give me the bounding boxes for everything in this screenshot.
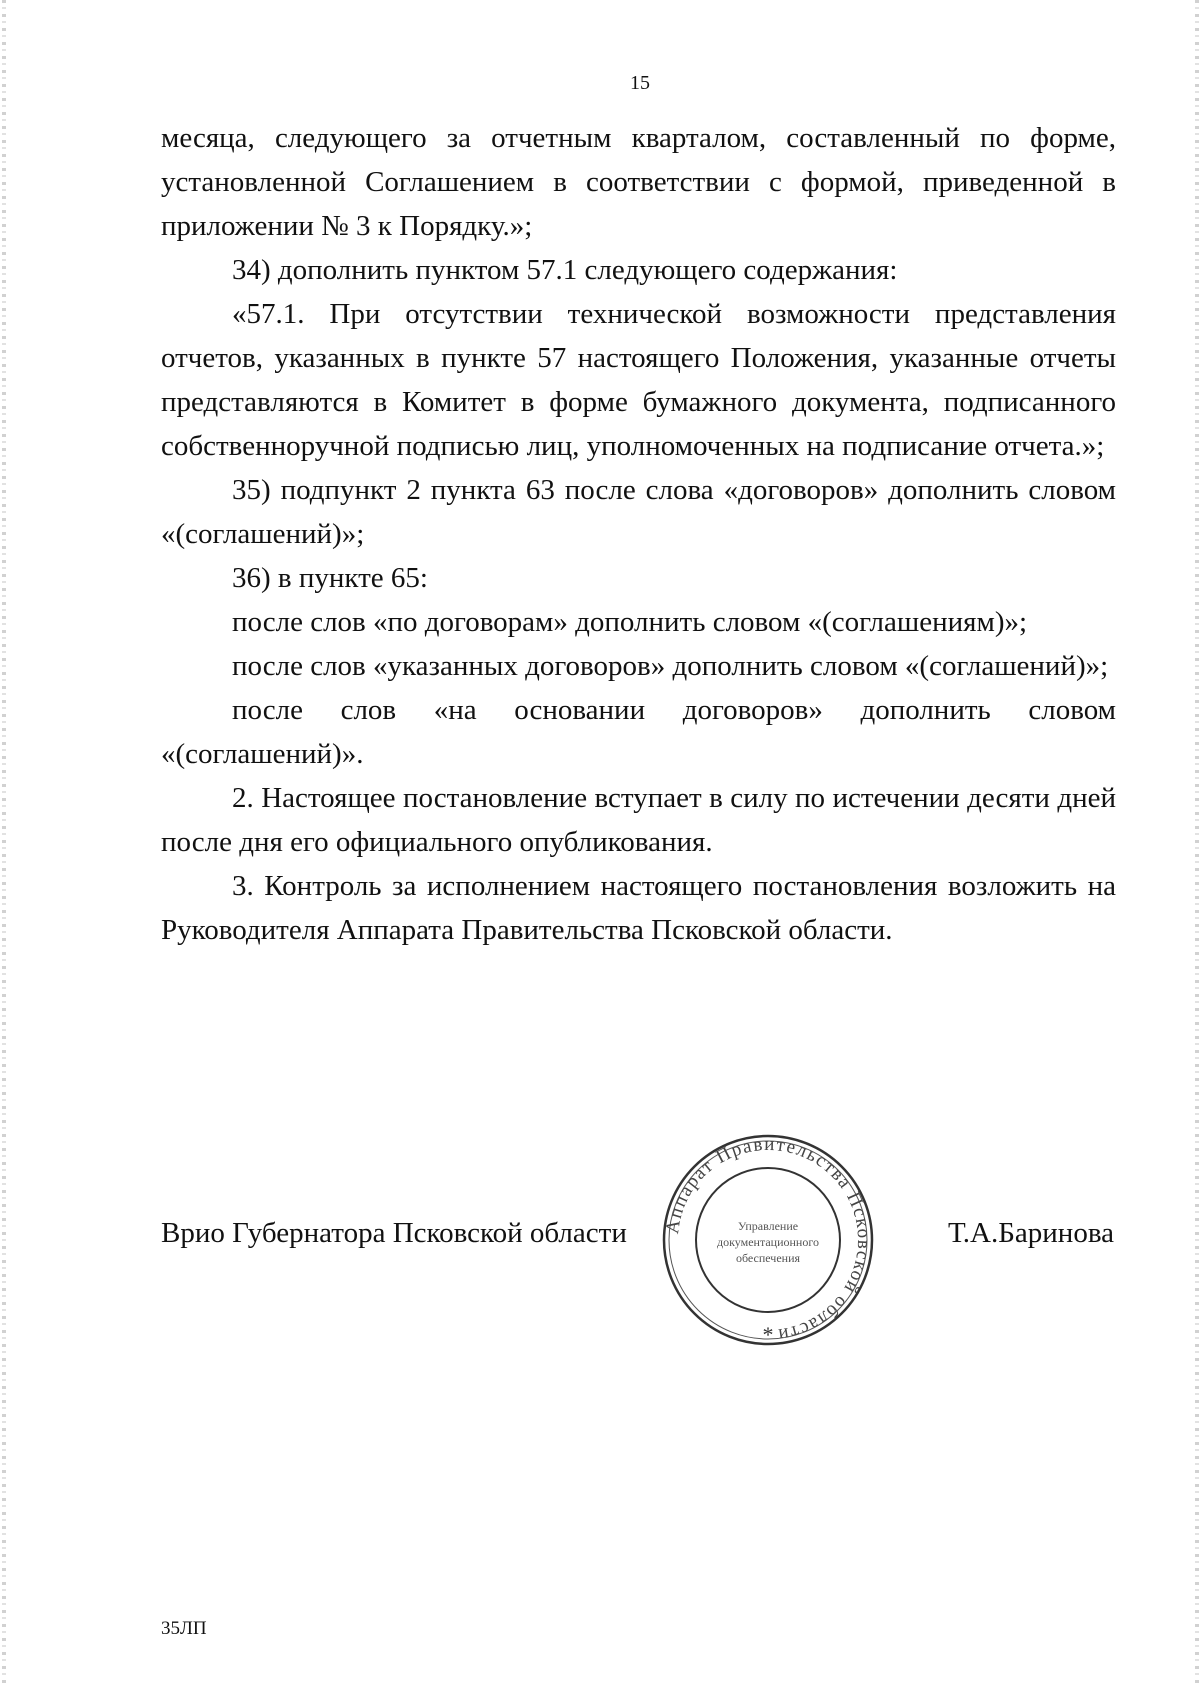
seal-center-line-3: обеспечения [735, 1251, 801, 1265]
paragraph-item-36-c: после слов «на основании договоров» дополнить словом «(соглашений)». [161, 694, 1116, 770]
document-code: 35ЛП [161, 1618, 207, 1639]
scan-edge-left [2, 0, 6, 1686]
seal-star: * [762, 1322, 774, 1347]
signatory-role: Врио Губернатора Псковской области [161, 1217, 627, 1249]
official-seal [658, 1130, 878, 1350]
seal-center-line-1: Управление [737, 1219, 799, 1233]
paragraph-item-34: 34) дополнить пунктом 57.1 следующего содержания: [232, 254, 898, 286]
paragraph-continuation: месяца, следующего за отчетным кварталом, составленный по форме, установленной Соглашением в соответствии с формой, приведенной в приложении № 3 к Порядку.»; [161, 122, 1116, 242]
paragraph-section-2: 2. Настоящее постановление вступает в силу по истечении десяти дней после дня его официального опубликования. [161, 782, 1116, 858]
paragraph-item-36: 36) в пункте 65: [232, 562, 428, 594]
scan-edge-right [1195, 0, 1199, 1686]
seal-center-line-2: документационного [717, 1235, 819, 1249]
signatory-name: Т.А.Баринова [948, 1217, 1114, 1249]
paragraph-section-3: 3. Контроль за исполнением настоящего постановления возложить на Руководителя Аппарата Правительства Псковской области. [161, 870, 1116, 946]
paragraph-clause-57-1: «57.1. При отсутствии технической возможности представления отчетов, указанных в пункте 57 настоящего Положения, указанные отчеты представляются в Комитет в форме бумажного документа, подписанного собственноручной подписью лиц, уполномоченных на подписание отчета.»; [161, 298, 1116, 462]
page-number: 15 [630, 72, 650, 94]
paragraph-item-35: 35) подпункт 2 пункта 63 после слова «договоров» дополнить словом «(соглашений)»; [161, 474, 1116, 550]
paragraph-item-36-a: после слов «по договорам» дополнить словом «(соглашениям)»; [232, 606, 1028, 638]
document-body [161, 116, 1116, 952]
paragraph-item-36-b: после слов «указанных договоров» дополнить словом «(соглашений)»; [232, 650, 1109, 682]
seal-ring-text: Аппарат Правительства Псковской области [662, 1133, 875, 1346]
